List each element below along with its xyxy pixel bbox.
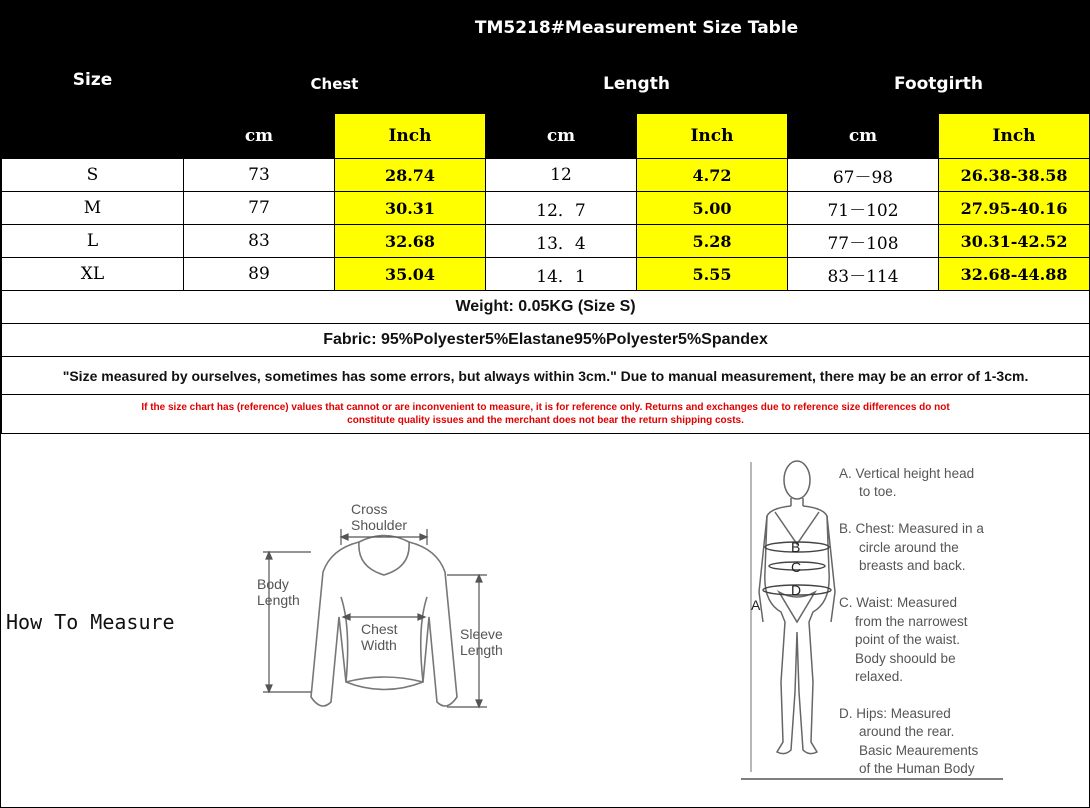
sleeve-length-label-2: Length	[460, 642, 503, 658]
legend-a-2: to toe.	[859, 484, 897, 499]
chest-inch-cell: 30.31	[335, 192, 486, 225]
label-d: D	[791, 582, 802, 598]
table-row	[2, 258, 1090, 291]
body-length-label-2: Length	[257, 592, 300, 608]
legend-a: A. Vertical height head	[839, 466, 975, 481]
legend-d: D. Hips: Measured	[839, 706, 951, 721]
length-group-header: Length	[486, 54, 788, 114]
footgirth-cm-cell: 67－98	[788, 159, 939, 192]
legend-b-3: breasts and back.	[859, 558, 966, 573]
size-cell: M	[2, 192, 184, 225]
chest-cm-header: cm	[184, 114, 335, 159]
footgirth-cm-header: cm	[788, 114, 939, 159]
how-to-measure-section	[1, 432, 1089, 807]
chest-cm-cell: 83	[184, 225, 335, 258]
legend-c-3: point of the waist.	[855, 632, 961, 647]
legend-c: C. Waist: Measured	[839, 595, 958, 610]
measurement-note: "Size measured by ourselves, sometimes has some errors, but always within 3cm." Due to manual measurement, there may be an error of 1-3cm.	[2, 357, 1090, 395]
length-cm-cell: 14．1	[486, 258, 637, 291]
cross-shoulder-label-2: Shoulder	[351, 517, 408, 533]
length-inch-cell: 5.55	[637, 258, 788, 291]
label-a: A	[751, 597, 761, 613]
length-inch-cell: 5.28	[637, 225, 788, 258]
footgirth-inch-header: Inch	[939, 114, 1090, 159]
warning-line-2: constitute quality issues and the merchant does not bear the return shipping costs.	[347, 415, 744, 426]
head-outline	[784, 461, 810, 499]
length-inch-header: Inch	[637, 114, 788, 159]
length-cm-header: cm	[486, 114, 637, 159]
legend-b: B. Chest: Measured in a	[839, 521, 984, 536]
footgirth-inch-cell: 27.95-40.16	[939, 192, 1090, 225]
label-c: C	[791, 559, 802, 575]
chest-width-label-2: Width	[361, 637, 397, 653]
size-cell: L	[2, 225, 184, 258]
chest-cm-cell: 77	[184, 192, 335, 225]
chest-cm-cell: 73	[184, 159, 335, 192]
legend-d-2: around the rear.	[859, 724, 955, 739]
body-diagram	[741, 452, 1081, 797]
length-inch-cell: 5.00	[637, 192, 788, 225]
footgirth-cm-cell: 71－102	[788, 192, 939, 225]
return-policy-warning	[2, 395, 1090, 434]
table-row	[2, 159, 1090, 192]
fabric-row: Fabric: 95%Polyester5%Elastane95%Polyester5%Spandex	[2, 324, 1090, 357]
garment-diagram	[251, 497, 521, 727]
legend-c-5: relaxed.	[855, 669, 904, 684]
table-row	[2, 225, 1090, 258]
sleeve-length-label: Sleeve	[460, 626, 503, 642]
legend-b-2: circle around the	[859, 540, 959, 555]
footgirth-cm-cell: 83－114	[788, 258, 939, 291]
legend-d-4: of the Human Body	[859, 761, 975, 776]
chest-cm-cell: 89	[184, 258, 335, 291]
size-table	[1, 1, 1090, 434]
footgirth-group-header: Footgirth	[788, 54, 1090, 114]
chest-inch-cell: 28.74	[335, 159, 486, 192]
legend-d-3: Basic Meaurements	[859, 743, 979, 758]
length-cm-cell: 12	[486, 159, 637, 192]
footgirth-inch-cell: 30.31-42.52	[939, 225, 1090, 258]
chest-group-header: Chest	[184, 54, 486, 114]
cross-shoulder-label: Cross	[351, 501, 388, 517]
footgirth-inch-cell: 26.38-38.58	[939, 159, 1090, 192]
size-header: Size	[2, 2, 184, 159]
size-cell: XL	[2, 258, 184, 291]
legend-c-2: from the narrowest	[855, 614, 968, 629]
size-cell: S	[2, 159, 184, 192]
chest-inch-cell: 32.68	[335, 225, 486, 258]
table-row	[2, 192, 1090, 225]
footgirth-inch-cell: 32.68-44.88	[939, 258, 1090, 291]
label-b: B	[791, 539, 801, 555]
how-to-measure-title: How To Measure	[6, 610, 175, 634]
chest-inch-cell: 35.04	[335, 258, 486, 291]
table-title: TM5218#Measurement Size Table	[184, 2, 1090, 54]
footgirth-cm-cell: 77－108	[788, 225, 939, 258]
chest-inch-header: Inch	[335, 114, 486, 159]
legend-c-4: Body shoould be	[855, 651, 956, 666]
neck-outline	[359, 536, 409, 576]
length-inch-cell: 4.72	[637, 159, 788, 192]
warning-line-1: If the size chart has (reference) values that cannot or are inconvenient to measure, it is for reference only. Returns and exchanges due to reference size differences do not	[141, 402, 950, 413]
weight-row: Weight: 0.05KG (Size S)	[2, 291, 1090, 324]
body-length-label: Body	[257, 576, 289, 592]
length-cm-cell: 13．4	[486, 225, 637, 258]
length-cm-cell: 12．7	[486, 192, 637, 225]
chest-width-label: Chest	[361, 621, 398, 637]
